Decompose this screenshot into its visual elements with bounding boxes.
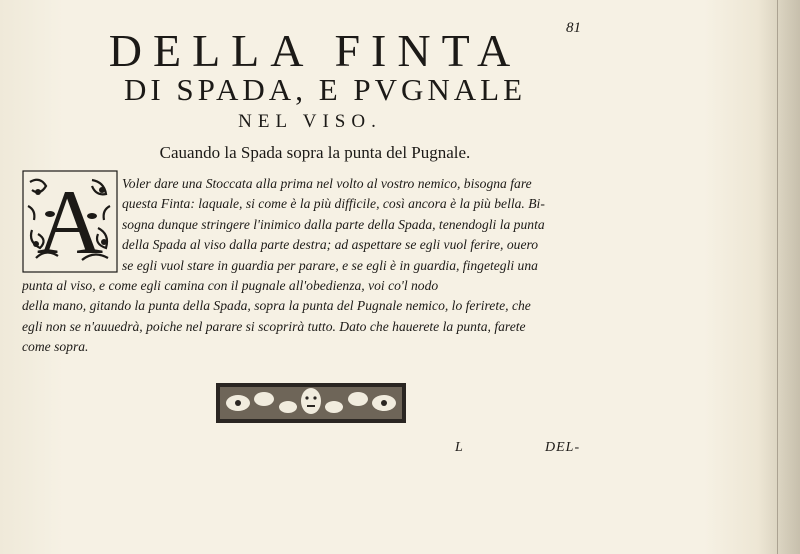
body-line: sogna dunque stringere l'inimico dalla parte della Spada, tenendogli la punta — [122, 216, 545, 232]
signature-mark: L — [455, 440, 463, 455]
body-line: come sopra. — [22, 339, 89, 355]
page-edge-line — [777, 0, 778, 554]
body-line: Voler dare una Stoccata alla prima nel volto al vostro nemico, bisogna fare — [122, 176, 532, 191]
chapter-title-line3: NEL VISO. — [238, 111, 382, 132]
ornament-graphic — [216, 381, 406, 425]
body-line: se egli vuol stare in guardia per parare, e se egli è in guardia, fingetegli una — [122, 257, 538, 273]
decorated-initial — [22, 170, 118, 273]
page-edge-shadow — [758, 0, 800, 554]
page-number: 81 — [566, 20, 581, 36]
chapter-title-line2: DI SPADA, E PVGNALE — [123, 72, 527, 107]
body-line: punta al viso, e come egli camina con il pugnale all'obedienza, voi co'l nodo — [22, 277, 439, 293]
chapter-title-line1: DELLA FINTA — [108, 25, 522, 76]
chapter-subtitle: Cauando la Spada sopra la punta del Pugnale. — [159, 143, 471, 162]
body-line: egli non se n'auuedrà, poiche nel parare si scoprirà tutto. Dato che hauerete la punta, farete — [22, 318, 526, 334]
catchword: DEL- — [545, 440, 581, 455]
body-line: della mano, gitando la punta della Spada, sopra la punta del Pugnale nemico, lo ferirete, che — [22, 298, 531, 314]
initial-letter: A — [36, 171, 104, 273]
tail-ornament — [216, 381, 406, 425]
body-line: questa Finta: laquale, si come è la più difficile, così ancora è la più bella. Bi- — [122, 196, 545, 212]
body-line: della Spada al viso dalla parte destra; ad aspettare se egli vuol ferire, ouero — [122, 237, 539, 253]
